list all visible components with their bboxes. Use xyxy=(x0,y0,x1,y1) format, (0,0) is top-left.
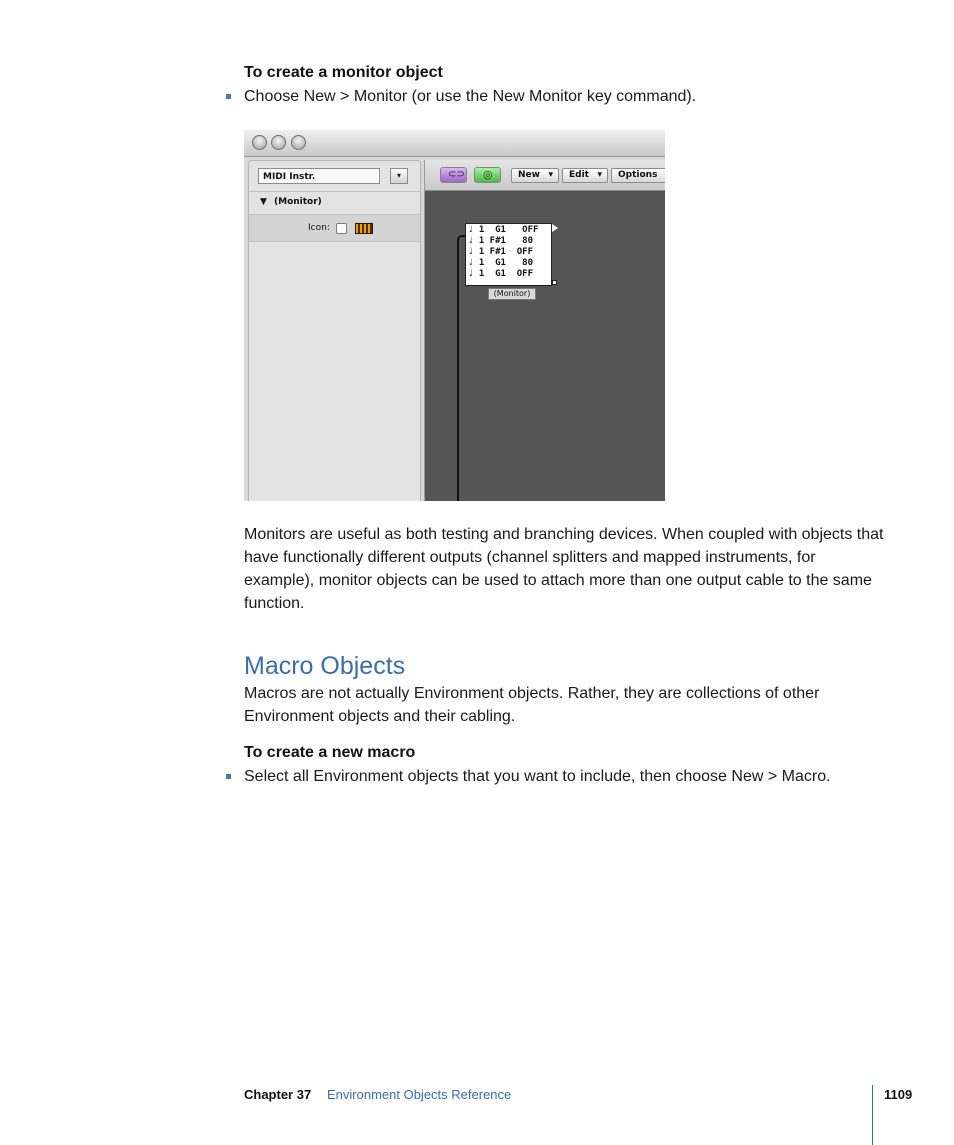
icon-checkbox[interactable] xyxy=(336,223,347,234)
macro-intro-paragraph: Macros are not actually Environment objects. Rather, they are collections of other Environment objects and their cabling. xyxy=(244,685,820,725)
close-window-button[interactable] xyxy=(252,135,267,150)
resize-handle-icon[interactable] xyxy=(552,280,557,285)
monitor-event-row: ♩ 1 F#1 OFF xyxy=(468,247,534,257)
chevron-down-icon: ▾ xyxy=(597,170,602,180)
edit-menu-label: Edit xyxy=(569,170,589,180)
monitors-description-paragraph: Monitors are useful as both testing and branching devices. When coupled with objects that have functionally different outputs (channel splitters and mapped instruments, for example), monitor objects can be used to attach more than one output cable to the same function. xyxy=(244,526,884,612)
object-icon-swatch[interactable] xyxy=(355,223,373,234)
options-menu-label: Options xyxy=(618,170,658,180)
midi-out-icon: ◎ xyxy=(483,168,493,181)
monitor-object-label: (Monitor) xyxy=(488,288,536,300)
bullet-marker xyxy=(226,774,231,779)
subhead-create-macro: To create a new macro xyxy=(244,744,416,761)
new-menu-button[interactable] xyxy=(511,168,559,183)
monitor-event-row: ♩ 1 F#1 80 xyxy=(468,236,534,246)
icon-row xyxy=(249,215,420,242)
environment-toolbar xyxy=(425,160,665,191)
object-name-label: (Monitor) xyxy=(274,197,322,207)
disclosure-triangle-icon[interactable]: ▼ xyxy=(260,197,267,207)
monitor-object[interactable] xyxy=(465,223,552,286)
environment-canvas[interactable] xyxy=(424,160,665,501)
layer-selector-row xyxy=(249,161,420,192)
inspector-panel xyxy=(248,160,421,501)
window-titlebar xyxy=(244,130,665,157)
chevron-down-icon: ▾ xyxy=(548,170,553,180)
footer-divider xyxy=(872,1085,873,1145)
object-header-row[interactable] xyxy=(249,192,420,215)
edit-menu-button[interactable] xyxy=(562,168,608,183)
section-title-macro-objects: Macro Objects xyxy=(244,652,406,680)
zoom-window-button[interactable] xyxy=(291,135,306,150)
bullet-marker xyxy=(226,94,231,99)
monitor-event-row: ♩ 1 G1 OFF xyxy=(468,225,539,235)
new-menu-label: New xyxy=(518,170,540,180)
footer-chapter-title: Environment Objects Reference xyxy=(327,1087,512,1102)
environment-window-screenshot xyxy=(244,130,665,501)
subhead-create-monitor: To create a monitor object xyxy=(244,64,443,81)
output-cable[interactable] xyxy=(457,235,465,501)
midi-out-button[interactable] xyxy=(474,167,501,183)
bullet-select-objects-new-macro: Select all Environment objects that you want to include, then choose New > Macro. xyxy=(244,768,831,785)
minimize-window-button[interactable] xyxy=(271,135,286,150)
monitor-event-row: ♩ 1 G1 OFF xyxy=(468,269,534,279)
icon-label: Icon: xyxy=(308,223,330,233)
output-port-icon[interactable] xyxy=(552,224,558,232)
options-menu-button[interactable] xyxy=(611,168,665,183)
link-icon: ⊂⊃ xyxy=(448,169,465,180)
page-number: 1109 xyxy=(884,1087,913,1102)
footer-chapter-label: Chapter 37 xyxy=(244,1087,312,1102)
monitor-event-row: ♩ 1 G1 80 xyxy=(468,258,534,268)
layer-name-field[interactable]: MIDI Instr. xyxy=(258,168,380,184)
bullet-choose-new-monitor: Choose New > Monitor (or use the New Monitor key command). xyxy=(244,88,697,105)
layer-dropdown-button[interactable]: ▾ xyxy=(390,168,408,184)
link-mode-button[interactable] xyxy=(440,167,467,183)
